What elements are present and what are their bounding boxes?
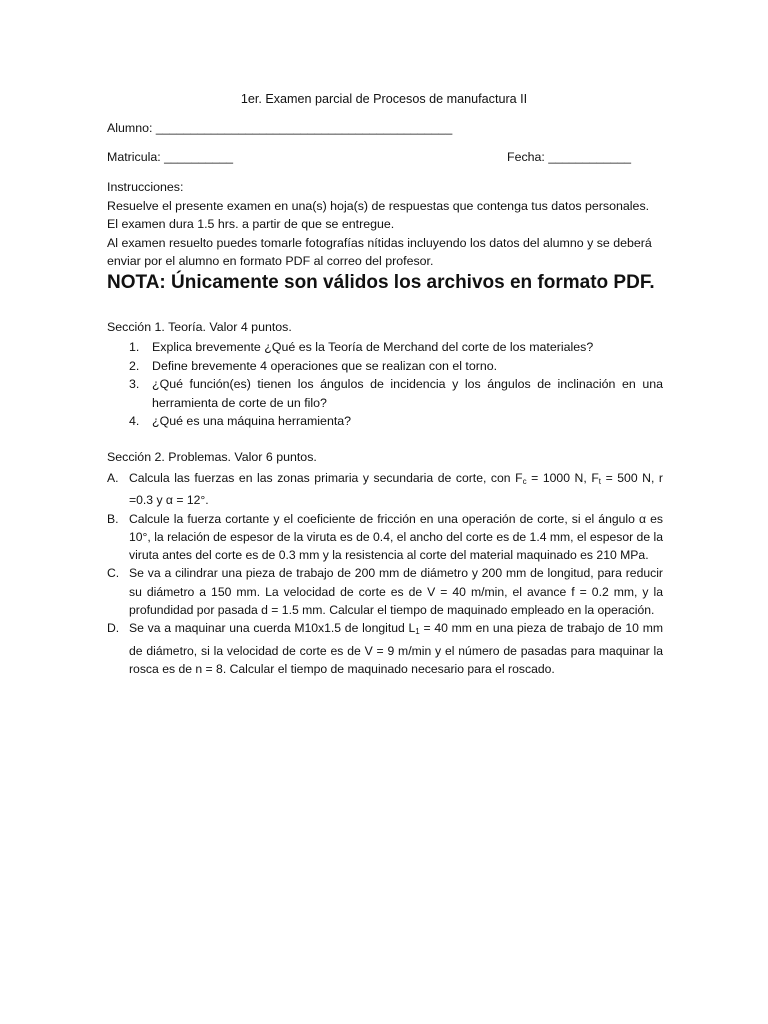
instruction-line: Resuelve el presente examen en una(s) hoja(s) de respuestas que contenga tus datos personales. [107,199,650,213]
problem-item: C. Se va a cilindrar una pieza de trabajo de 200 mm de diámetro y 200 mm de longitud, para reducir su diámetro a 150 mm. La velocidad de corte es de V = 40 m/min, el avance f = 0.2 mm, y la profundidad por pasada d = 1.5 mm. Calcular el tiempo de maquinado empleado en la operación. [107,566,663,618]
problem-item: D. Se va a maquinar una cuerda M10x1.5 de longitud $L_1 = 40$ mm en una pieza de trabajo de 10 mm de diámetro, si la velocidad de corte es de V = 9 m/min y el número de pasadas para maquinar la rosca es de n = 8. Calcular el tiempo de maquinado necesario para el roscado. [107,621,663,676]
problem-item: A. Calcula las fuerzas en las zonas primaria y secundaria de corte, con $F_c = 1000$ N, $F_t = 500$ N, r =0.3 y α = 12°. [107,471,663,508]
fecha-field: Fecha: ____________ [507,150,632,164]
section2-list [107,469,663,678]
instruction-line: El examen dura 1.5 hrs. a partir de que se entregue. [107,217,395,231]
list-item: 1. Explica brevemente ¿Qué es la Teoría de Merchand del corte de los materiales? [129,340,594,354]
list-item: 3. ¿Qué función(es) tienen los ángulos de incidencia y los ángulos de inclinación en una herramienta de corte de un filo? [129,377,663,410]
instruction-line: enviar por el alumno en formato PDF al correo del profesor. [107,254,434,268]
section1-heading: Sección 1. Teoría. Valor 4 puntos. [107,320,292,334]
section2-heading: Sección 2. Problemas. Valor 6 puntos. [107,450,317,464]
list-item: 4. ¿Qué es una máquina herramienta? [129,414,352,428]
problem-item: B. Calcule la fuerza cortante y el coeficiente de fricción en una operación de corte, si el ángulo α es 10°, la relación de espesor de la viruta es de 0.4, el ancho del corte es de 1.4 mm, el espesor de la viruta antes del corte es de 0.3 mm y la resistencia al corte del material maquinado es 210 MPa. [107,511,663,563]
matricula-field: Matricula: __________ [107,150,234,164]
instruction-line: Al examen resuelto puedes tomarle fotografías nítidas incluyendo los datos del alumno y se deberá [107,236,652,250]
section1-list [107,338,663,431]
list-item: 2. Define brevemente 4 operaciones que se realizan con el torno. [129,358,498,373]
exam-title: 1er. Examen parcial de Procesos de manufactura II [240,92,528,106]
instructions-heading: Instrucciones: [107,180,184,194]
nota-warning: NOTA: Únicamente son válidos los archivos en formato PDF. [107,272,655,293]
alumno-field: Alumno: ___________________________________________ [107,121,453,135]
